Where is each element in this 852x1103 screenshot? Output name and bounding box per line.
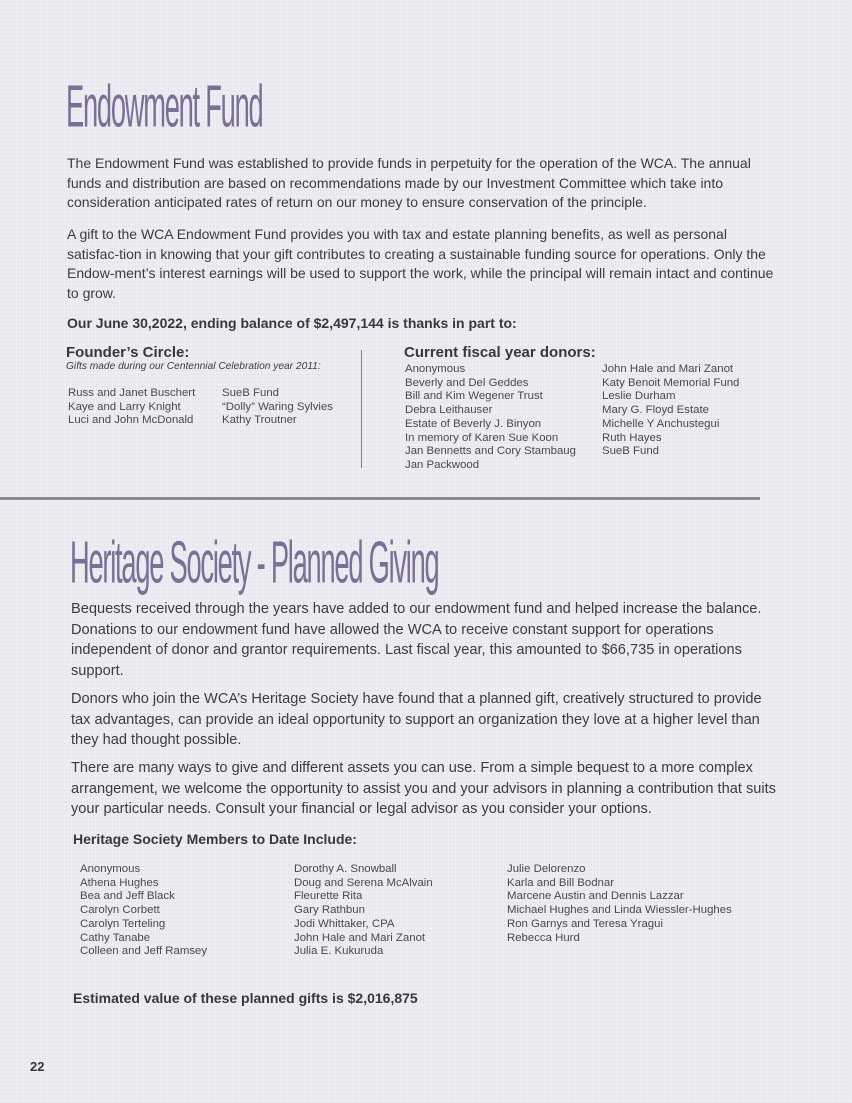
list-item: Gary Rathbun: [294, 904, 365, 917]
list-item: Michael Hughes and Linda Wiessler-Hughes: [507, 904, 732, 917]
list-item: Kaye and Larry Knight: [68, 400, 181, 413]
list-item: Marcene Austin and Dennis Lazzar: [507, 890, 684, 903]
members-list-col3: [507, 863, 732, 945]
list-item: Debra Leithauser: [405, 404, 493, 417]
list-item: Dorothy A. Snowball: [294, 863, 397, 875]
list-item: SueB Fund: [222, 387, 279, 399]
list-item: Jan Packwood: [405, 458, 480, 471]
list-item: Carolyn Corbett: [80, 904, 160, 917]
section-divider: [0, 497, 760, 500]
list-item: Michelle Y Anchustegui: [602, 417, 720, 430]
endowment-title: Endowment Fund: [66, 74, 263, 141]
list-item: Julie Delorenzo: [507, 863, 586, 875]
endowment-paragraph-2: A gift to the WCA Endowment Fund provides you with tax and estate planning benefits, as well as personal satisfac-tion in knowing that your gift contributes to creating a sustainable funding source for operations. Only the Endow-ment’s interest earnings will be used to support the work, while the principal will remain intact and continue to grow.: [67, 226, 774, 301]
list-item: Ruth Hayes: [602, 431, 662, 444]
members-heading: Heritage Society Members to Date Include:: [73, 831, 357, 847]
list-item: Ron Garnys and Teresa Yragui: [507, 917, 663, 930]
heritage-paragraph-1: Bequests received through the years have added to our endowment fund and helped increase the balance. Donations to our endowment fund have allowed the WCA to receive constant support for operations independent of donor and grantor requirements. Last fiscal year, this amounted to $66,735 in operations support.: [71, 601, 762, 679]
heritage-title: Heritage Society - Planned Giving: [70, 530, 439, 597]
founders-list-col2: [222, 387, 333, 428]
list-item: Doug and Serena McAlvain: [294, 876, 433, 889]
current-donors-heading: Current fiscal year donors:: [404, 344, 596, 361]
list-item: John Hale and Mari Zanot: [294, 931, 426, 944]
list-item: Jan Bennetts and Cory Stambaug: [405, 445, 576, 458]
list-item: Athena Hughes: [80, 876, 159, 889]
page-number: 22: [30, 1059, 45, 1074]
list-item: Kathy Troutner: [222, 414, 297, 427]
list-item: Bea and Jeff Black: [80, 890, 175, 903]
founders-circle-heading: Founder’s Circle:: [66, 344, 190, 361]
heritage-paragraph-3: There are many ways to give and different assets you can use. From a simple bequest to a more complex arrangement, we welcome the opportunity to assist you and your advisors in planning a contribution that suits your particular needs. Consult your financial or legal advisor as you consider your options.: [71, 760, 776, 817]
list-item: Beverly and Del Geddes: [405, 376, 529, 389]
list-item: Mary G. Floyd Estate: [602, 404, 709, 417]
column-divider: [361, 350, 362, 468]
list-item: Estate of Beverly J. Binyon: [405, 417, 542, 430]
list-item: Colleen and Jeff Ramsey: [80, 945, 208, 958]
balance-heading: Our June 30,2022, ending balance of $2,497,144 is thanks in part to:: [67, 315, 517, 331]
members-list-col2: [294, 863, 433, 959]
list-item: SueB Fund: [602, 445, 659, 458]
list-item: Katy Benoit Memorial Fund: [602, 376, 740, 389]
current-donors-col1: [405, 363, 576, 473]
founders-list-col1: [68, 387, 195, 428]
planned-gifts-estimate: Estimated value of these planned gifts is $2,016,875: [73, 990, 418, 1006]
heritage-paragraph-2: Donors who join the WCA’s Heritage Society have found that a planned gift, creatively structured to provide tax advantages, can provide an ideal opportunity to support an organization they love at a higher level than they had thought possible.: [71, 691, 762, 748]
founders-circle-note: Gifts made during our Centennial Celebration year 2011:: [66, 361, 321, 372]
list-item: Karla and Bill Bodnar: [507, 876, 615, 889]
list-item: “Dolly” Waring Sylvies: [222, 400, 333, 413]
list-item: Leslie Durham: [602, 390, 676, 403]
endowment-paragraph-1: The Endowment Fund was established to provide funds in perpetuity for the operation of the WCA. The annual funds and distribution are based on recommendations made by our Investment Committee which take into consideration anticipated rates of return on our money to ensure conservation of the principle.: [67, 155, 751, 210]
list-item: Cathy Tanabe: [80, 931, 151, 944]
list-item: Bill and Kim Wegener Trust: [405, 390, 543, 403]
list-item: Anonymous: [80, 863, 141, 875]
list-item: Julia E. Kukuruda: [294, 945, 384, 958]
current-donors-col2: [602, 363, 739, 459]
list-item: In memory of Karen Sue Koon: [405, 431, 559, 444]
members-list-col1: [80, 863, 207, 959]
list-item: Russ and Janet Buschert: [68, 387, 196, 399]
list-item: Carolyn Terteling: [80, 917, 166, 930]
list-item: Rebecca Hurd: [507, 931, 580, 944]
list-item: Anonymous: [405, 363, 466, 375]
list-item: Jodi Whittaker, CPA: [294, 917, 395, 930]
list-item: Fleurette Rita: [294, 890, 363, 903]
list-item: Luci and John McDonald: [68, 414, 194, 427]
list-item: John Hale and Mari Zanot: [602, 363, 734, 375]
